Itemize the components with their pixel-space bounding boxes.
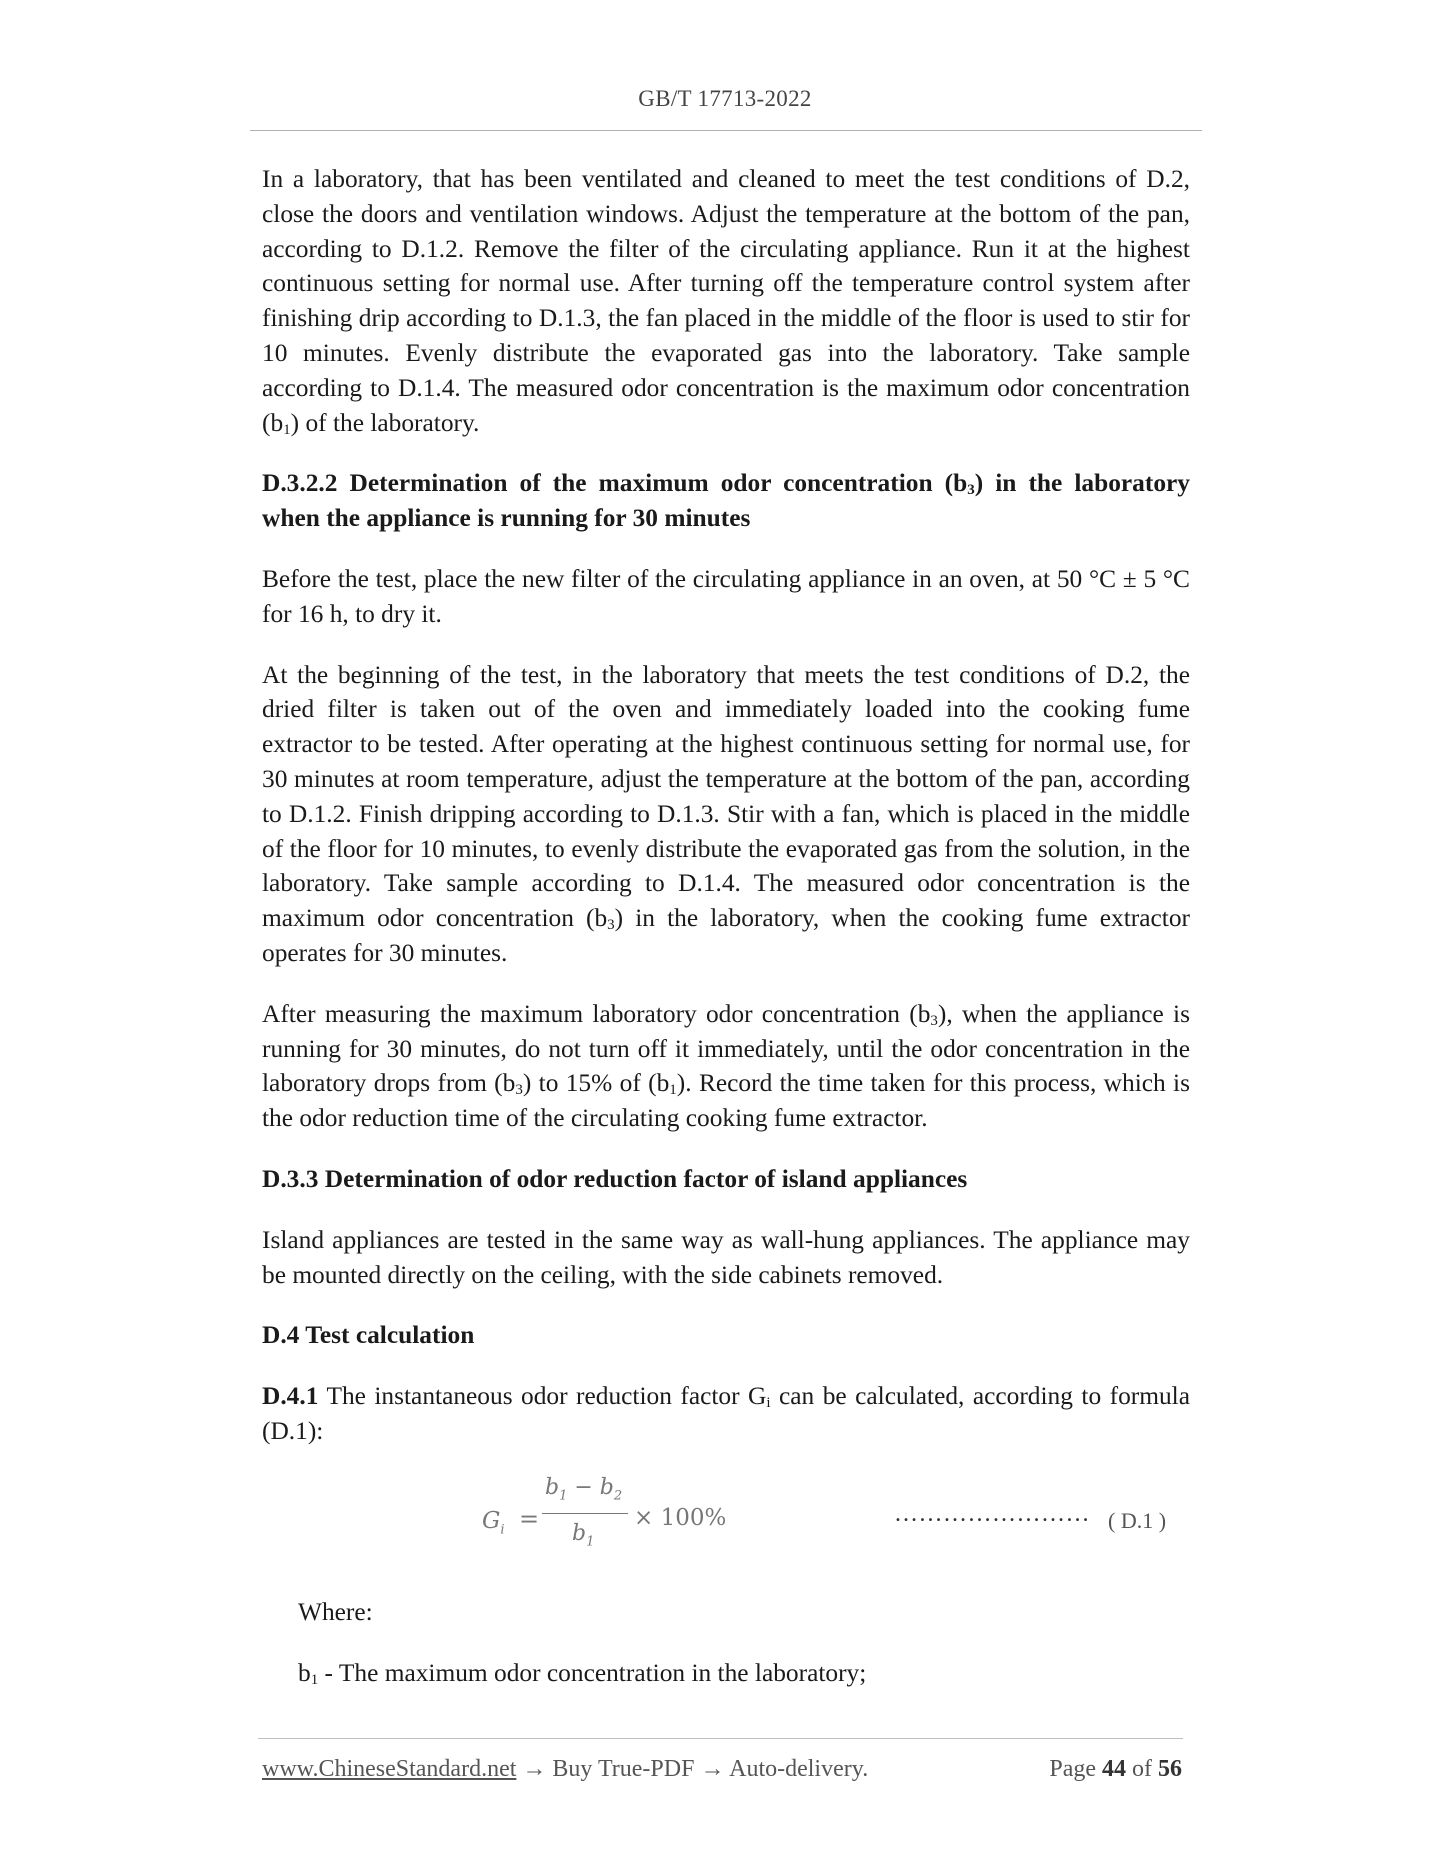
formula-numerator [545, 1475, 622, 1503]
page-label: Page [1049, 1756, 1096, 1782]
paragraph-reduction-time [262, 997, 1190, 1136]
page-header: GB/T 17713-2022 [638, 86, 812, 111]
website-link[interactable]: www.ChineseStandard.net [262, 1756, 517, 1782]
paragraph-text: At the beginning of the test, in the laboratory that meets the test conditions of D.2, the dried filter is taken out of the oven and immediately loaded into the cooking fume extractor to be tested. After operating at the highest continuous setting for normal use, for 30 minutes at room temperature, adjust the temperature at the bottom of the pan, according to D.1.2. Finish dripping according to D.1.3. Stir with a fan, which is placed in the middle of the floor for 10 minutes, to evenly distribute the evaporated gas from the solution, in the laboratory. Take sample according to D.1.4. The measured odor concentration is the maximum odor concentration (b [262, 660, 1190, 933]
paragraph-text: The instantaneous odor reduction factor G [318, 1382, 767, 1411]
subscript: 1 [283, 421, 291, 438]
subscript: 1 [586, 1534, 595, 1550]
minus-sign: − [567, 1474, 600, 1500]
formula-lhs [482, 1508, 505, 1538]
subscript: 3 [515, 1082, 523, 1099]
paragraph-text: In a laboratory, that has been ventilated and cleaned to meet the test conditions of D.2, close the doors and ventilation windows. Adjust the temperature at the bottom of the pan, according to D.1.2. Remove the filter of the circulating appliance. Run it at the highest continuous setting for normal use. After turning off the temperature control system after finishing drip according to D.1.3, the fan placed in the middle of the floor is used to stir for 10 minutes. Evenly distribute the evaporated gas into the laboratory. Take sample according to D.1.4. The measured odor concentration is the maximum odor concentration (b [262, 165, 1190, 437]
footer-divider [258, 1738, 1183, 1739]
current-page: 44 [1102, 1756, 1126, 1782]
section-heading-d4: D.4 Test calculation [262, 1321, 475, 1350]
equals-sign: = [519, 1504, 540, 1533]
subscript: i [766, 1395, 771, 1412]
paragraph-text: ) of the laboratory. [290, 408, 480, 437]
formula-number: ( D.1 ) [1108, 1507, 1167, 1533]
paragraph-text: ) to 15% of (b [522, 1069, 670, 1098]
subscript: 3 [930, 1012, 938, 1029]
subscript: 1 [559, 1488, 568, 1504]
total-pages: 56 [1158, 1756, 1182, 1782]
page-number [1049, 1756, 1182, 1783]
variable-symbol: b [298, 1658, 311, 1687]
variable-definition-b1 [262, 1656, 1190, 1691]
section-heading-d3-2-2 [262, 466, 1190, 536]
formula-symbol: b [599, 1474, 614, 1500]
formula-d1 [262, 1475, 1190, 1569]
clause-number: D.4.1 [262, 1382, 319, 1411]
subscript: 3 [967, 482, 975, 499]
formula-multiplier: × 100% [634, 1504, 727, 1531]
paragraph-lab-setup [262, 162, 1190, 440]
formula-symbol: G [482, 1507, 501, 1534]
paragraph-text: ). Record the time taken for this process, which is the odor reduction time of the circulating cooking fume extractor. [262, 1069, 1190, 1133]
paragraph-text: ) in the laboratory, when the cooking fume extractor operates for 30 minutes. [262, 904, 1190, 967]
of-label: of [1132, 1756, 1152, 1782]
subscript: i [500, 1522, 505, 1538]
subscript: 1 [310, 1671, 319, 1688]
heading-text: ) in the laboratory when the appliance is running for 30 minutes [262, 469, 1190, 533]
subscript: 1 [669, 1082, 677, 1099]
subscript: 3 [607, 917, 615, 934]
footer-promo-text: → Buy True-PDF → Auto-delivery. [516, 1756, 869, 1782]
heading-text: D.3.2.2 Determination of the maximum odor concentration (b [262, 469, 968, 498]
where-label: Where: [298, 1597, 373, 1626]
definition-text: - The maximum odor concentration in the laboratory; [318, 1658, 867, 1687]
formula-denominator [572, 1521, 594, 1549]
paragraph-test-procedure [262, 658, 1190, 971]
paragraph-filter-drying: Before the test, place the new filter of the circulating appliance in an oven, at 50 °C ± 5 °C for 16 h, to dry it. [262, 564, 1190, 628]
subscript: 2 [613, 1488, 623, 1504]
paragraph-text: can be calculated, according to formula (D.1): [262, 1382, 1190, 1445]
page-content [262, 162, 1190, 1690]
formula-leader-dots: …………………… [894, 1500, 1090, 1527]
paragraph-d4-1 [262, 1379, 1190, 1449]
paragraph-text: ), when the appliance is running for 30 minutes, do not turn off it immediately, until the odor concentration in the laboratory drops from (b [262, 999, 1190, 1098]
footer-promo [262, 1756, 868, 1783]
paragraph-text: After measuring the maximum laboratory odor concentration (b [262, 999, 931, 1028]
formula-symbol: b [572, 1520, 587, 1546]
section-heading-d3-3: D.3.3 Determination of odor reduction factor of island appliances [262, 1164, 968, 1193]
header-divider [250, 130, 1202, 131]
formula-symbol: b [545, 1474, 560, 1500]
fraction-bar [542, 1513, 628, 1514]
paragraph-island-appliances: Island appliances are tested in the same way as wall-hung appliances. The appliance may be mounted directly on the ceiling, with the side cabinets removed. [262, 1225, 1190, 1289]
